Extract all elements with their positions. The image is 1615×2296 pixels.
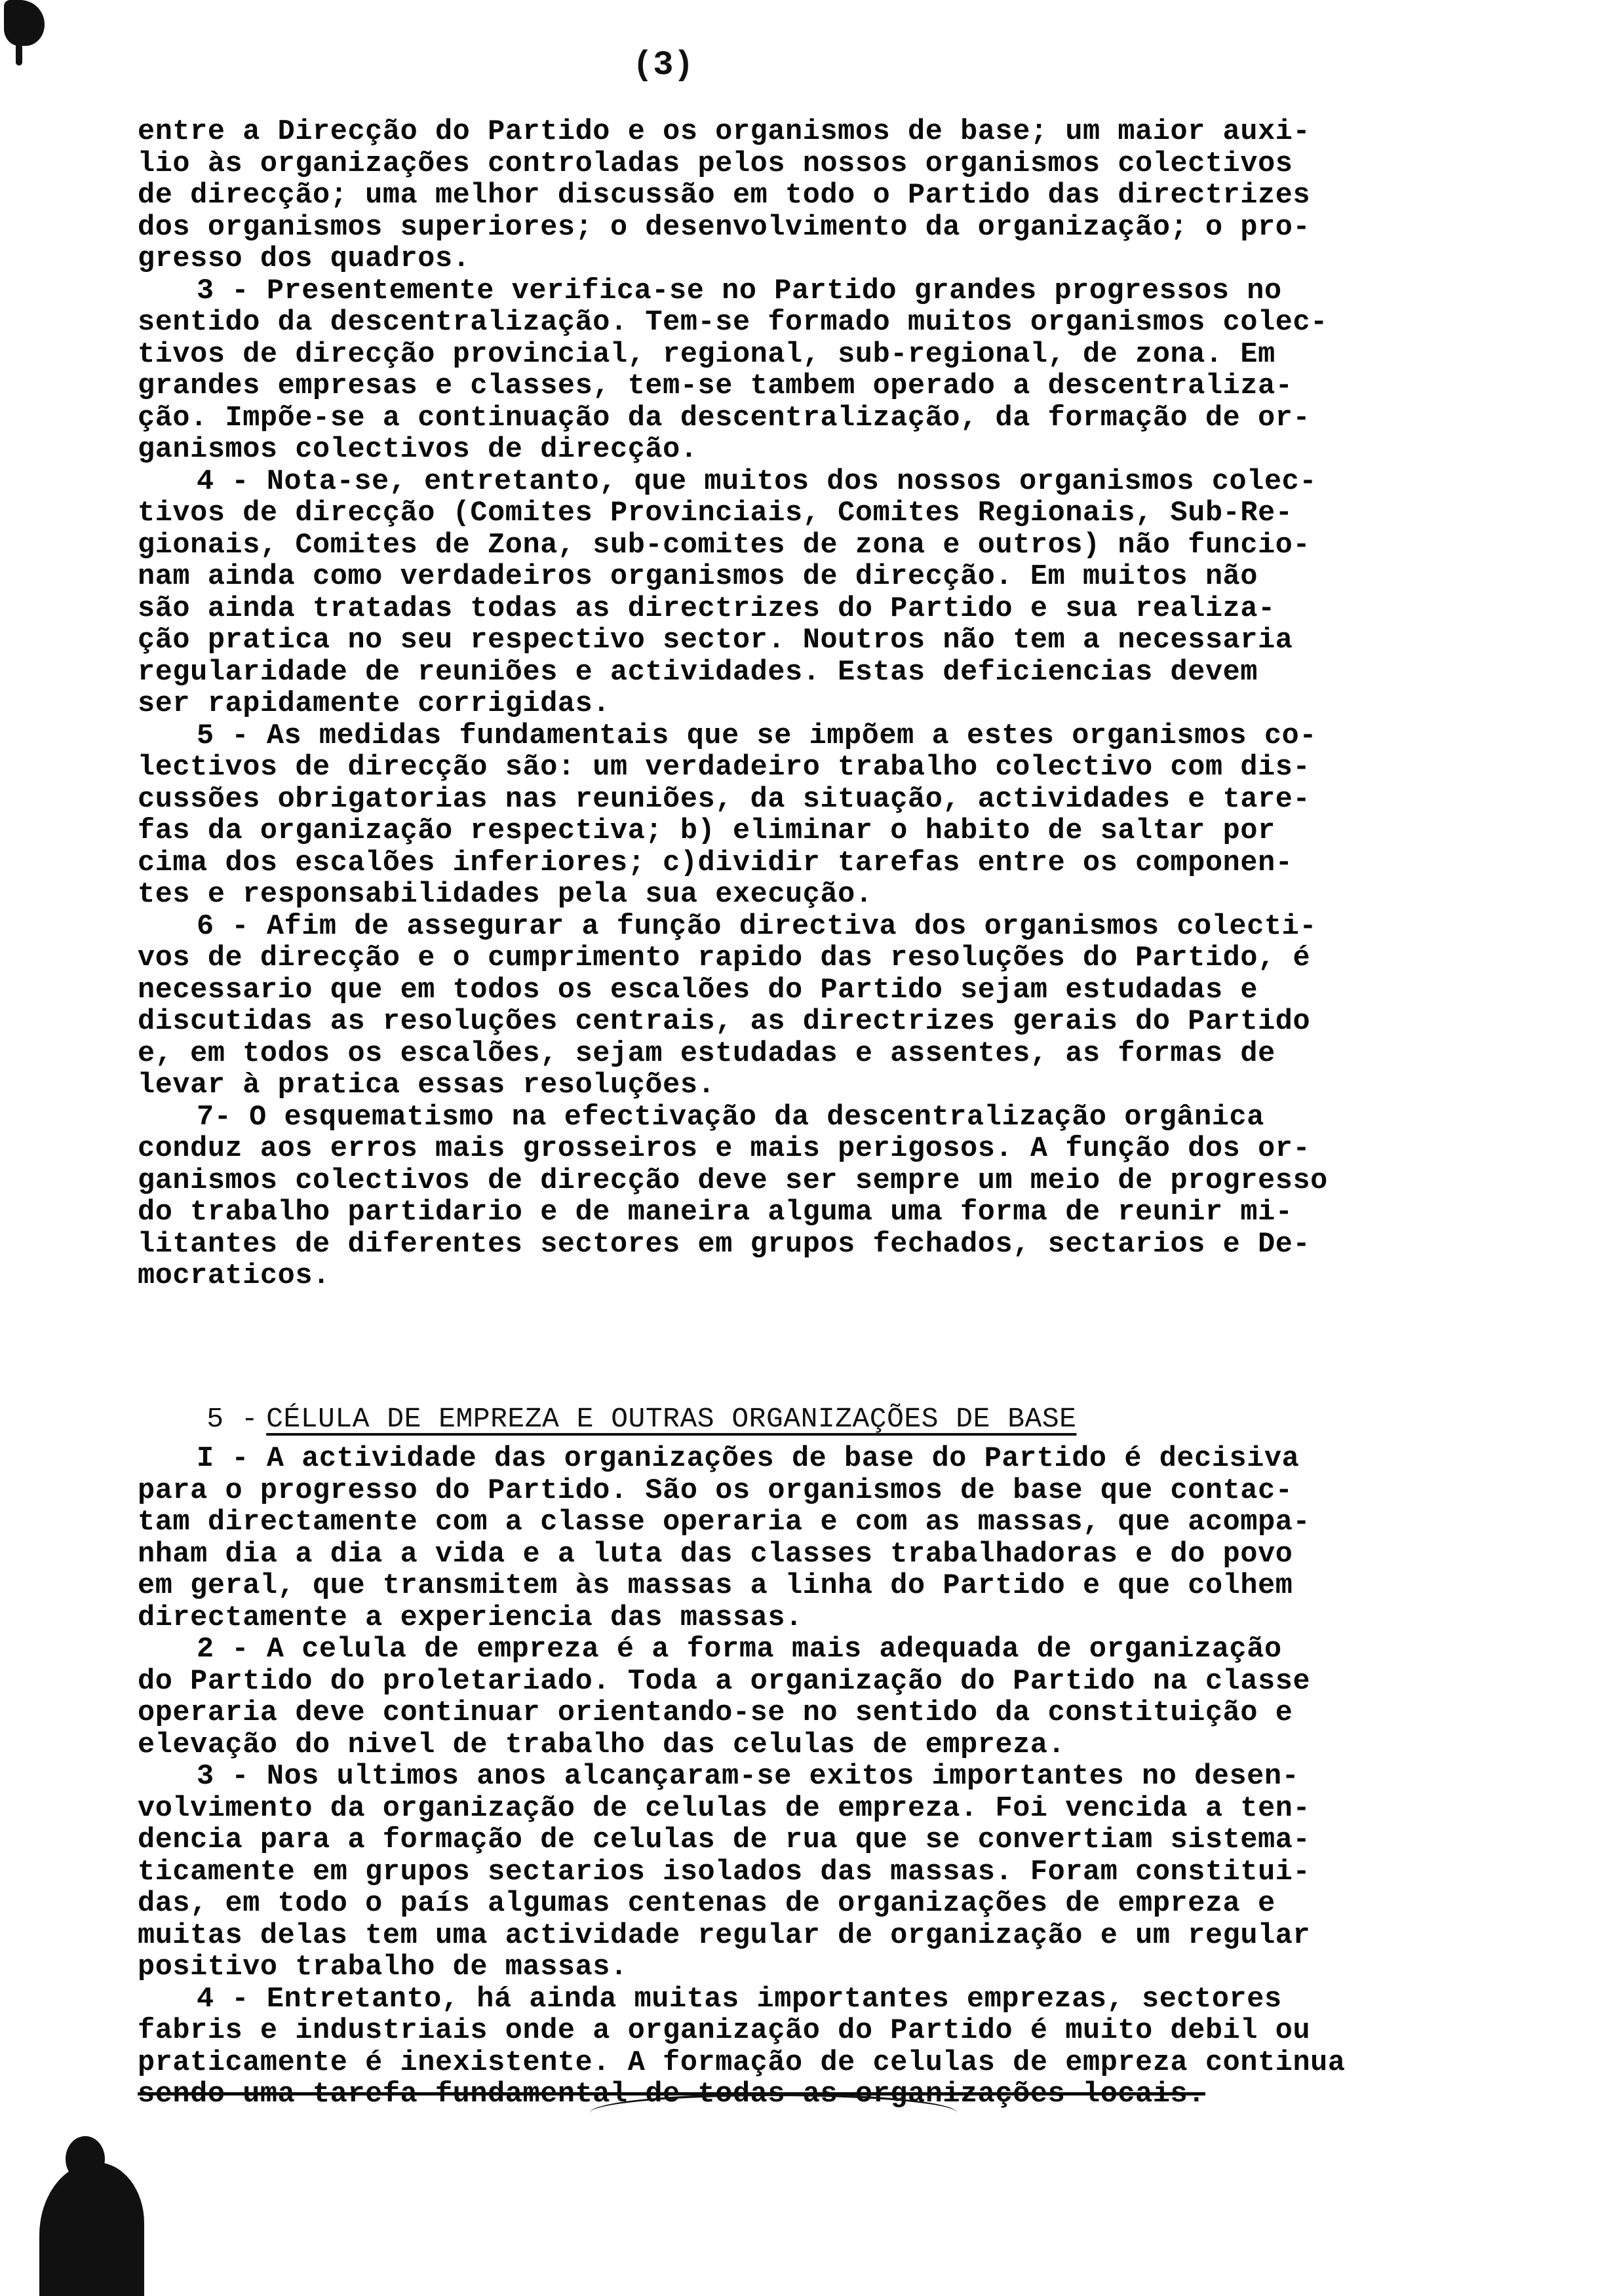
text-line: tam directamente com a classe operaria e com as massas, que acompa- bbox=[138, 1506, 1311, 1539]
ink-drip-top bbox=[16, 39, 22, 66]
text-line: elevação do nivel de trabalho das celulas de empreza. bbox=[138, 1729, 1066, 1761]
text-line: nham dia a dia a vida e a luta das classes trabalhadoras e do povo bbox=[138, 1538, 1293, 1571]
section-number: 5 - bbox=[206, 1403, 259, 1435]
text-line: dos organismos superiores; o desenvolvimento da organização; o pro- bbox=[138, 211, 1311, 244]
text-line: volvimento da organização de celulas de empreza. Foi vencida a ten- bbox=[138, 1792, 1311, 1825]
text-line: gionais, Comites de Zona, sub-comites de zona e outros) não funcio- bbox=[138, 529, 1311, 562]
ink-blot-top bbox=[4, 0, 45, 46]
text-line: tivos de direcção provincial, regional, sub-regional, de zona. Em bbox=[138, 338, 1275, 371]
text-line: lio às organizações controladas pelos nossos organismos colectivos bbox=[138, 147, 1293, 180]
ink-blot-bottom bbox=[39, 2162, 144, 2296]
text-line: nam ainda como verdadeiros organismos de direcção. Em muitos não bbox=[138, 561, 1258, 593]
section-4-continued bbox=[138, 117, 1540, 1293]
text-line: entre a Direcção do Partido e os organismos de base; um maior auxi- bbox=[138, 116, 1311, 148]
text-line: operaria deve continuar orientando-se no sentido da constituição e bbox=[138, 1697, 1293, 1729]
paragraph-4-start: 4 - Nota-se, entretanto, que muitos dos nossos organismos colec- bbox=[197, 465, 1317, 498]
text-line: levar à pratica essas resoluções. bbox=[138, 1069, 716, 1101]
text-line: muitas delas tem uma actividade regular de organização e um regular bbox=[138, 1919, 1311, 1952]
paragraph-4-start: 4 - Entretanto, há ainda muitas importantes emprezas, sectores bbox=[197, 1983, 1282, 2016]
page-number: (3) bbox=[632, 46, 694, 85]
text-line: em geral, que transmitem às massas a linha do Partido e que colhem bbox=[138, 1570, 1293, 1602]
text-line: praticamente é inexistente. A formação de celulas de empreza continua bbox=[138, 2046, 1346, 2079]
paragraph-7-start: 7- O esquematismo na efectivação da descentralização orgânica bbox=[197, 1101, 1264, 1134]
text-line: ganismos colectivos de direcção deve ser sempre um meio de progresso bbox=[138, 1164, 1328, 1197]
paragraph-6-start: 6 - Afim de assegurar a função directiva dos organismos colecti- bbox=[197, 910, 1317, 943]
paragraph-3-start: 3 - Nos ultimos anos alcançaram-se exitos importantes no desen- bbox=[197, 1761, 1300, 1793]
text-line: tivos de direcção (Comites Provinciais, Comites Regionais, Sub-Re- bbox=[138, 497, 1293, 529]
section-title: CÉLULA DE EMPREZA E OUTRAS ORGANIZAÇÕES DE BASE bbox=[266, 1403, 1077, 1435]
text-line: positivo trabalho de massas. bbox=[138, 1951, 628, 1983]
text-line: lectivos de direcção são: um verdadeiro trabalho colectivo com dis- bbox=[138, 752, 1311, 784]
paragraph-5-start: 5 - As medidas fundamentais que se impõem a estes organismos co- bbox=[197, 719, 1317, 752]
text-line: cima dos escalões inferiores; c)dividir tarefas entre os componen- bbox=[138, 847, 1293, 879]
paragraph-2-start: 2 - A celula de empreza é a forma mais adequada de organização bbox=[197, 1634, 1282, 1666]
text-line: ser rapidamente corrigidas. bbox=[138, 688, 611, 720]
text-line: são ainda tratadas todas as directrizes do Partido e sua realiza- bbox=[138, 592, 1275, 625]
text-line: dencia para a formação de celulas de rua que se convertiam sistema- bbox=[138, 1824, 1311, 1856]
text-line: sentido da descentralização. Tem-se formado muitos organismos colec- bbox=[138, 307, 1328, 339]
text-line: ganismos colectivos de direcção. bbox=[138, 434, 698, 466]
text-line: do trabalho partidario e de maneira alguma uma forma de reunir mi- bbox=[138, 1196, 1293, 1229]
text-line: directamente a experiencia das massas. bbox=[138, 1601, 803, 1634]
text-line: fabris e industriais onde a organização do Partido é muito debil ou bbox=[138, 2015, 1311, 2047]
text-line: das, em todo o país algumas centenas de organizações de empreza e bbox=[138, 1888, 1275, 1920]
text-line: de direcção; uma melhor discussão em todo o Partido das directrizes bbox=[138, 180, 1311, 212]
struck-through-line: sendo uma tarefa fundamental de todas as organizações locais. bbox=[138, 2078, 1205, 2111]
handwritten-scribble bbox=[590, 2094, 957, 2132]
text-line: ticamente em grupos sectarios isolados das massas. Foram constitui- bbox=[138, 1856, 1311, 1888]
paragraph-3-start: 3 - Presentemente verifica-se no Partido grandes progressos no bbox=[197, 275, 1282, 307]
text-line: mocraticos. bbox=[138, 1260, 330, 1292]
text-line: ção pratica no seu respectivo sector. Noutros não tem a necessaria bbox=[138, 624, 1293, 657]
text-line: cussões obrigatorias nas reuniões, da situação, actividades e tare- bbox=[138, 783, 1311, 816]
text-line: gresso dos quadros. bbox=[138, 243, 471, 275]
text-line: fas da organização respectiva; b) eliminar o habito de saltar por bbox=[138, 815, 1275, 847]
text-line: vos de direcção e o cumprimento rapido das resoluções do Partido, é bbox=[138, 942, 1311, 974]
text-line: do Partido do proletariado. Toda a organização do Partido na classe bbox=[138, 1665, 1311, 1698]
text-line: conduz aos erros mais grosseiros e mais perigosos. A função dos or- bbox=[138, 1133, 1311, 1165]
text-line: grandes empresas e classes, tem-se tambem operado a descentraliza- bbox=[138, 370, 1293, 402]
section-5-body bbox=[138, 1444, 1540, 2111]
text-line: tes e responsabilidades pela sua execução. bbox=[138, 879, 873, 911]
text-line: para o progresso do Partido. São os organismos de base que contac- bbox=[138, 1474, 1293, 1507]
text-line: e, em todos os escalões, sejam estudadas e assentes, as formas de bbox=[138, 1037, 1275, 1070]
text-line: necessario que em todos os escalões do Partido sejam estudadas e bbox=[138, 974, 1258, 1006]
text-line: ção. Impõe-se a continuação da descentralização, da formação de or- bbox=[138, 402, 1311, 434]
paragraph-1-start: I - A actividade das organizações de base do Partido é decisiva bbox=[197, 1443, 1300, 1475]
text-line: regularidade de reuniões e actividades. Estas deficiencias devem bbox=[138, 656, 1258, 689]
text-line: litantes de diferentes sectores em grupos fechados, sectarios e De- bbox=[138, 1228, 1311, 1261]
text-line: discutidas as resoluções centrais, as directrizes gerais do Partido bbox=[138, 1006, 1311, 1038]
